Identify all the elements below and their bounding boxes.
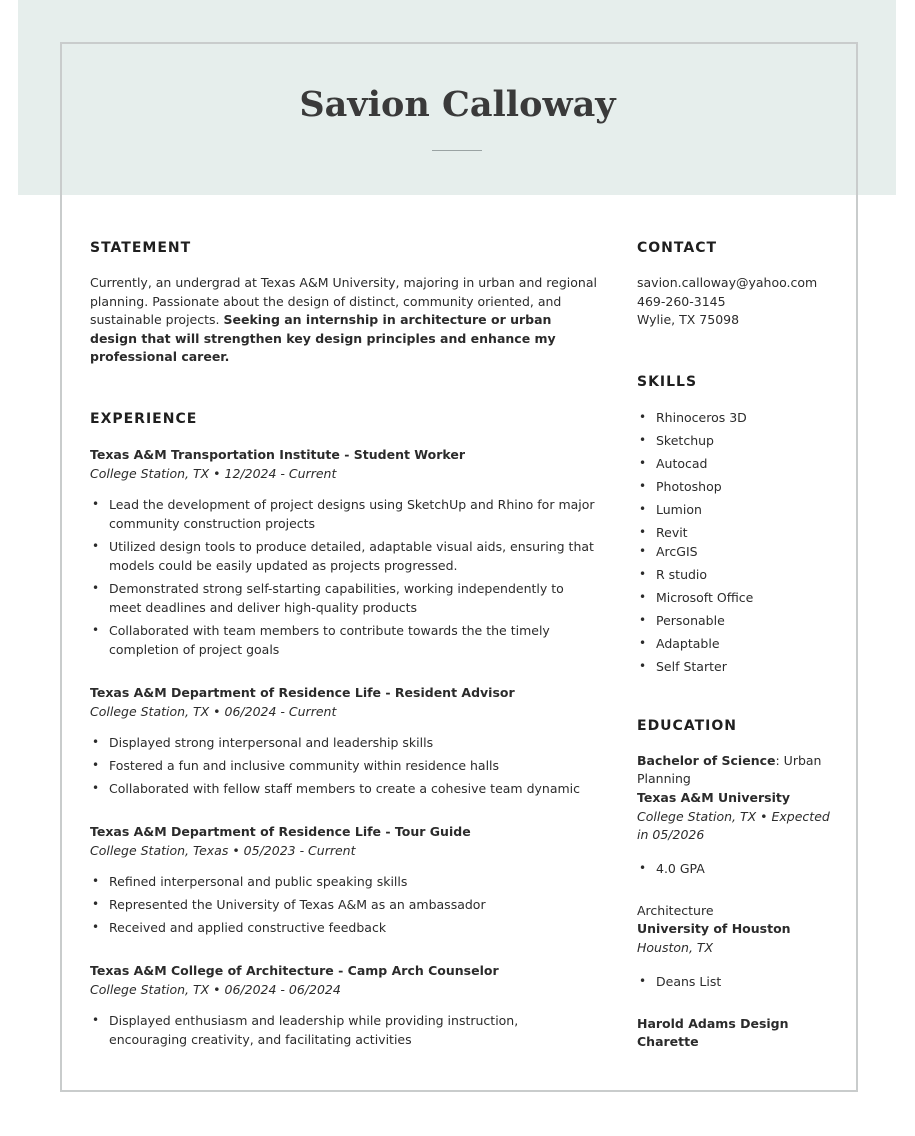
education-heading: EDUCATION	[637, 717, 737, 734]
degree	[637, 902, 837, 921]
job-bullet: • Displayed strong interpersonal and leadership skills	[90, 733, 600, 752]
skills-list	[637, 408, 837, 676]
contact-phone: 469-260-3145	[637, 293, 726, 309]
school-meta: Houston, TX	[637, 939, 714, 955]
skill-item: • Adaptable	[637, 634, 837, 653]
experience-heading: EXPERIENCE	[90, 410, 198, 427]
name-divider	[432, 150, 482, 151]
job-title: Texas A&M Transportation Institute - Student Worker	[90, 446, 466, 462]
job-bullet: • Displayed enthusiasm and leadership while providing instruction, encouraging creativity, and facilitating activities	[90, 1011, 600, 1049]
contact-heading: CONTACT	[637, 240, 718, 256]
degree	[637, 752, 837, 789]
skill-item: • ArcGIS	[637, 542, 837, 561]
job-meta: College Station, TX • 12/2024 - Current	[90, 465, 337, 481]
job-bullet: • Refined interpersonal and public speaking skills	[90, 872, 600, 891]
job-bullet: • Represented the University of Texas A&M as an ambassador	[90, 895, 600, 914]
skill-item: • Autocad	[637, 454, 837, 473]
job-bullet: • Lead the development of project designs using SketchUp and Rhino for major community construction projects	[90, 495, 600, 533]
job-bullet: • Received and applied constructive feedback	[90, 918, 600, 937]
education-bullet: • Deans List	[637, 972, 837, 991]
skill-item: • Microsoft Office	[637, 588, 837, 607]
education-bullets	[637, 972, 837, 991]
education-extra: Harold Adams Design Charette	[637, 1015, 789, 1050]
education-bullet: • 4.0 GPA	[637, 859, 837, 878]
degree-field: : Urban Planning	[637, 752, 822, 787]
job-entry	[90, 445, 600, 659]
statement-text	[90, 274, 600, 367]
job-bullet: • Utilized design tools to produce detailed, adaptable visual aids, ensuring that models could be easily updated as projects progressed.	[90, 537, 600, 575]
job-title: Texas A&M Department of Residence Life - Tour Guide	[90, 823, 471, 839]
job-bullet: • Collaborated with team members to contribute towards the the timely completion of project goals	[90, 621, 600, 659]
job-bullet: • Fostered a fun and inclusive community within residence halls	[90, 756, 600, 775]
skill-item: • R studio	[637, 565, 837, 584]
job-meta: College Station, TX • 06/2024 - 06/2024	[90, 981, 341, 997]
left-column	[90, 238, 600, 1053]
job-bullets	[90, 733, 600, 798]
job-meta: College Station, TX • 06/2024 - Current	[90, 703, 337, 719]
job-entry	[90, 822, 600, 937]
degree-field: Architecture	[637, 902, 714, 918]
job-bullet: • Collaborated with fellow staff members to create a cohesive team dynamic	[90, 779, 600, 798]
education-bullets	[637, 859, 837, 878]
statement-heading: STATEMENT	[90, 240, 192, 256]
skills-heading: SKILLS	[637, 373, 698, 390]
skill-item: • Rhinoceros 3D	[637, 408, 837, 427]
education-entry	[637, 902, 837, 991]
school-meta: College Station, TX • Expected in 05/2026	[637, 808, 830, 843]
skill-item: • Self Starter	[637, 657, 837, 676]
skill-item: • Photoshop	[637, 477, 837, 496]
education-entry	[637, 752, 837, 878]
school-name: Texas A&M University	[637, 789, 790, 805]
job-title: Texas A&M Department of Residence Life - Resident Advisor	[90, 684, 515, 700]
job-entry	[90, 961, 600, 1049]
job-entry	[90, 683, 600, 798]
candidate-name: Savion Calloway	[299, 84, 616, 125]
job-bullets	[90, 495, 600, 659]
contact-location: Wylie, TX 75098	[637, 312, 740, 328]
job-title: Texas A&M College of Architecture - Camp Arch Counselor	[90, 962, 499, 978]
job-bullets	[90, 1011, 600, 1049]
skill-item: • Sketchup	[637, 431, 837, 450]
skill-item: • Personable	[637, 611, 837, 630]
statement-bold: Seeking an internship in architecture or urban design that will strengthen key design principles and enhance my professional career.	[90, 312, 556, 365]
skill-item: • Lumion	[637, 500, 837, 519]
skill-item: • Revit	[637, 523, 837, 542]
job-bullets	[90, 872, 600, 937]
statement-plain: Currently, an undergrad at Texas A&M University, majoring in urban and regional planning. Passionate about the design of distinct, community oriented, and sustainable projects.	[90, 275, 597, 328]
right-column	[637, 238, 837, 1052]
school-name: University of Houston	[637, 921, 791, 937]
contact-email: savion.calloway@yahoo.com	[637, 275, 818, 290]
degree-type: Bachelor of Science	[637, 752, 776, 768]
job-meta: College Station, Texas • 05/2023 - Current	[90, 842, 356, 858]
job-bullet: • Demonstrated strong self-starting capabilities, working independently to meet deadlines and deliver high-quality products	[90, 579, 600, 617]
